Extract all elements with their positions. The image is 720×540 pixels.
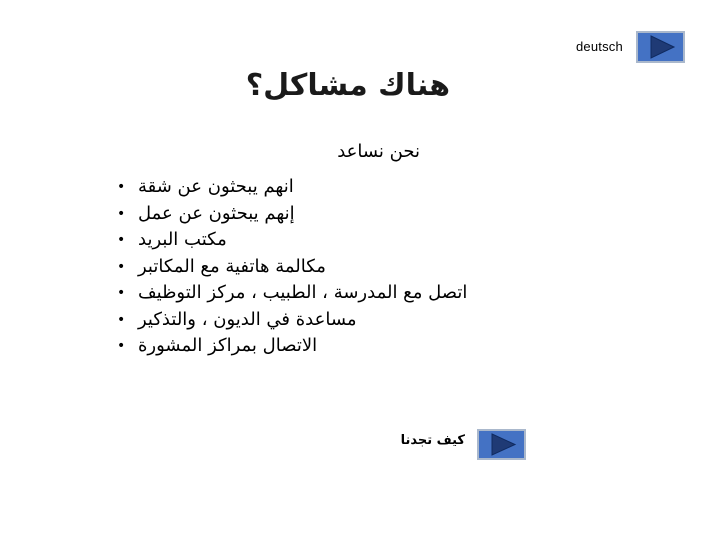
- find-us-button[interactable]: [477, 429, 526, 460]
- page-title: هناك مشاكل؟: [245, 68, 450, 103]
- bullet-icon: •: [117, 205, 126, 222]
- list-item-text: مكالمة هاتفية مع المكاتبر: [138, 255, 326, 277]
- list-item-text: اتصل مع المدرسة ، الطبيب ، مركز التوظيف: [138, 282, 468, 303]
- intro-text: نحن نساعد: [337, 141, 420, 162]
- service-list: [110, 174, 560, 360]
- list-item-text: مكتب البريد: [138, 229, 227, 250]
- list-item-text: إنهم يبحثون عن عمل: [138, 202, 295, 224]
- bullet-icon: •: [117, 338, 126, 354]
- list-item: [110, 201, 560, 228]
- list-item-text: انهم يبحثون عن شقة: [138, 176, 294, 197]
- bullet-icon: •: [117, 311, 126, 328]
- bullet-icon: •: [117, 285, 126, 301]
- list-item: [110, 254, 560, 281]
- language-switch-button[interactable]: [636, 31, 685, 63]
- list-item-text: مساعدة في الديون ، والتذكير: [138, 308, 357, 330]
- list-item-text: الاتصال بمراكز المشورة: [138, 335, 318, 356]
- bullet-icon: •: [117, 258, 126, 275]
- list-item: [110, 174, 560, 201]
- list-item: [110, 280, 560, 307]
- find-us-link[interactable]: كيف تجدنا: [400, 433, 465, 448]
- language-link-deutsch[interactable]: deutsch: [576, 39, 623, 54]
- bullet-icon: •: [117, 179, 126, 195]
- list-item: [110, 227, 560, 254]
- bullet-icon: •: [117, 232, 126, 248]
- play-arrow-icon: [479, 431, 524, 458]
- list-item: [110, 333, 560, 360]
- list-item: [110, 307, 560, 334]
- play-arrow-icon: [638, 33, 683, 61]
